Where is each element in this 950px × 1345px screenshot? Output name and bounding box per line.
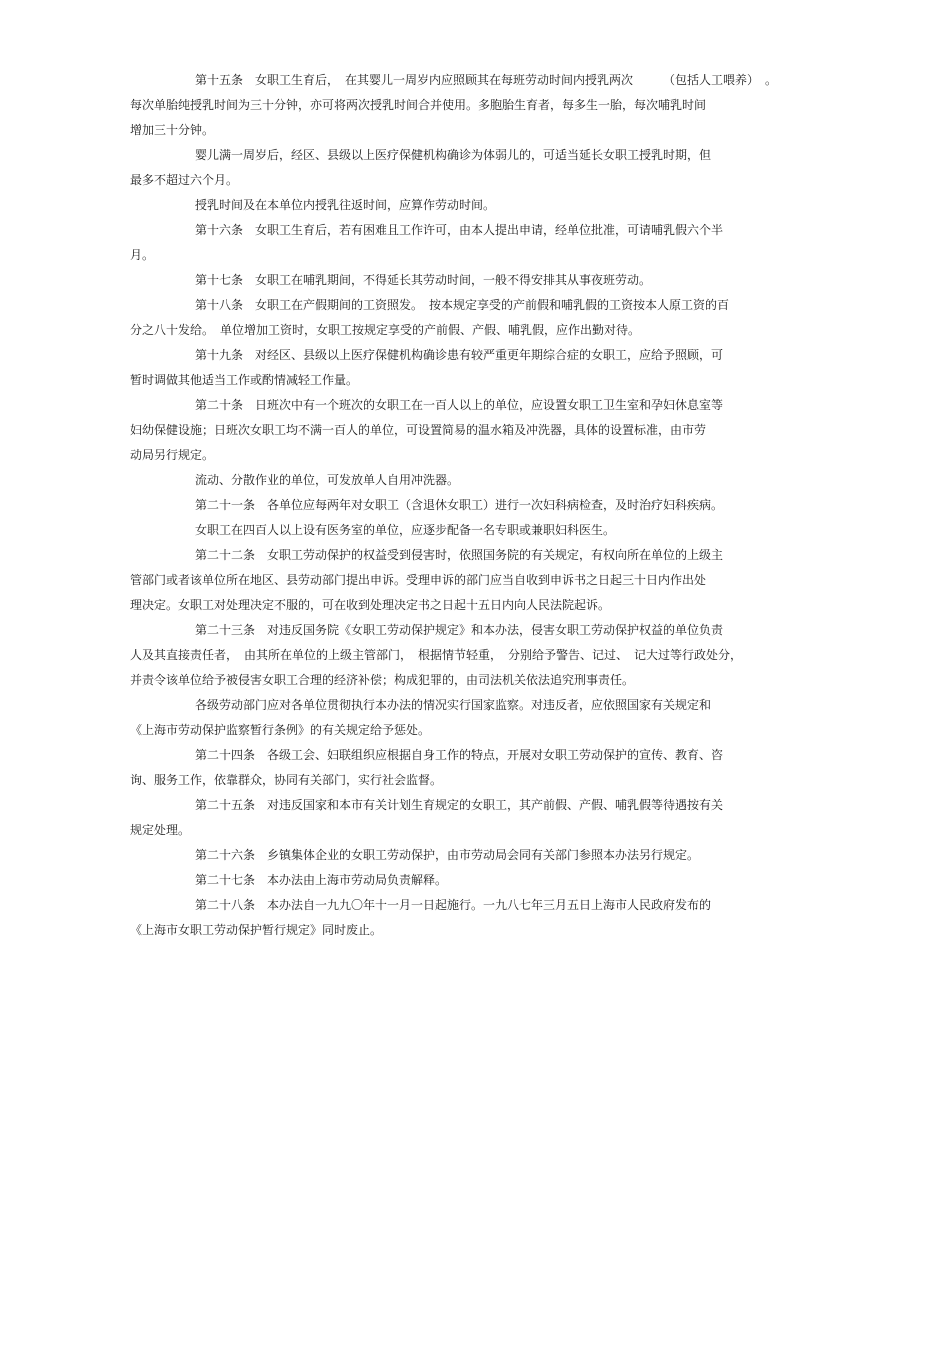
text-line: 第十六条 女职工生育后，若有困难且工作许可，由本人提出申请，经单位批准，可请哺乳假六个半 bbox=[195, 223, 724, 237]
text-line: 第二十条 日班次中有一个班次的女职工在一百人以上的单位，应设置女职工卫生室和孕妇休息室等 bbox=[195, 398, 724, 412]
text-line: 第十九条 对经区、县级以上医疗保健机构确诊患有较严重更年期综合症的女职工，应给予照顾，可 bbox=[195, 348, 724, 362]
text-line: 婴儿满一周岁后，经区、县级以上医疗保健机构确诊为体弱儿的，可适当延长女职工授乳时期，但 bbox=[195, 148, 712, 162]
text-line: 第二十八条 本办法自一九九〇年十一月一日起施行。一九八七年三月五日上海市人民政府发布的 bbox=[195, 898, 712, 912]
text-line: 询、服务工作，依靠群众，协同有关部门，实行社会监督。 bbox=[130, 773, 443, 787]
text-line: 暂时调做其他适当工作或酌情减轻工作量。 bbox=[130, 373, 359, 387]
text-line: 第十八条 女职工在产假期间的工资照发。 按本规定享受的产前假和哺乳假的工资按本人原工资的百 bbox=[195, 298, 730, 312]
text-line: 妇幼保健设施；日班次女职工均不满一百人的单位，可设置简易的温水箱及冲洗器，具体的设置标准，由市劳 bbox=[130, 423, 707, 437]
text-line: 第二十七条 本办法由上海市劳动局负责解释。 bbox=[195, 873, 448, 887]
text-line: 第二十五条 对违反国家和本市有关计划生育规定的女职工，其产前假、产假、哺乳假等待遇按有关 bbox=[195, 798, 724, 812]
text-line: 并责令该单位给予被侵害女职工合理的经济补偿；构成犯罪的，由司法机关依法追究刑事责任。 bbox=[130, 673, 635, 687]
text-line: 每次单胎纯授乳时间为三十分钟，亦可将两次授乳时间合并使用。多胞胎生育者，每多生一胎，每次哺乳时间 bbox=[130, 98, 707, 112]
text-line: 女职工在四百人以上设有医务室的单位，应逐步配备一名专职或兼职妇科医生。 bbox=[195, 523, 616, 537]
text-line: 第二十六条 乡镇集体企业的女职工劳动保护，由市劳动局会同有关部门参照本办法另行规定。 bbox=[195, 848, 700, 862]
text-line: 流动、分散作业的单位，可发放单人自用冲洗器。 bbox=[195, 473, 460, 487]
text-line: 授乳时间及在本单位内授乳往返时间，应算作劳动时间。 bbox=[195, 198, 496, 212]
text-line: 最多不超过六个月。 bbox=[130, 173, 239, 187]
text-line: 《上海市女职工劳动保护暂行规定》同时废止。 bbox=[130, 923, 383, 937]
text-line: 理决定。女职工对处理决定不服的，可在收到处理决定书之日起十五日内向人民法院起诉。 bbox=[130, 598, 611, 612]
text-line: 分之八十发给。 单位增加工资时，女职工按规定享受的产前假、产假、哺乳假，应作出勤对待。 bbox=[130, 323, 641, 337]
text-line: 增加三十分钟。 bbox=[130, 123, 215, 137]
text-line: 管部门或者该单位所在地区、县劳动部门提出申诉。受理申诉的部门应当自收到申诉书之日起三十日内作出处 bbox=[130, 573, 707, 587]
text-line: 月。 bbox=[130, 248, 155, 262]
text-line: 第二十三条 对违反国务院《女职工劳动保护规定》和本办法，侵害女职工劳动保护权益的单位负责 bbox=[195, 623, 724, 637]
text-line: 第十七条 女职工在哺乳期间，不得延长其劳动时间，一般不得安排其从事夜班劳动。 bbox=[195, 273, 652, 287]
text-line: 各级劳动部门应对各单位贯彻执行本办法的情况实行国家监察。对违反者，应依照国家有关规定和 bbox=[195, 698, 712, 712]
text-line: 动局另行规定。 bbox=[130, 448, 215, 462]
text-line: 第十五条 女职工生育后， 在其婴儿一周岁内应照顾其在每班劳动时间内授乳两次 （包括人工喂养） 。 bbox=[195, 73, 778, 87]
text-line: 人及其直接责任者， 由其所在单位的上级主管部门， 根据情节轻重， 分别给予警告、记过、 记大过等行政处分， bbox=[130, 648, 743, 662]
text-line: 《上海市劳动保护监察暂行条例》的有关规定给予惩处。 bbox=[130, 723, 431, 737]
text-line: 第二十一条 各单位应每两年对女职工（含退休女职工）进行一次妇科病检查，及时治疗妇科疾病。 bbox=[195, 498, 724, 512]
text-line: 第二十四条 各级工会、妇联组织应根据自身工作的特点，开展对女职工劳动保护的宣传、教育、咨 bbox=[195, 748, 724, 762]
text-line: 规定处理。 bbox=[130, 823, 191, 837]
text-line: 第二十二条 女职工劳动保护的权益受到侵害时，依照国务院的有关规定，有权向所在单位的上级主 bbox=[195, 548, 724, 562]
